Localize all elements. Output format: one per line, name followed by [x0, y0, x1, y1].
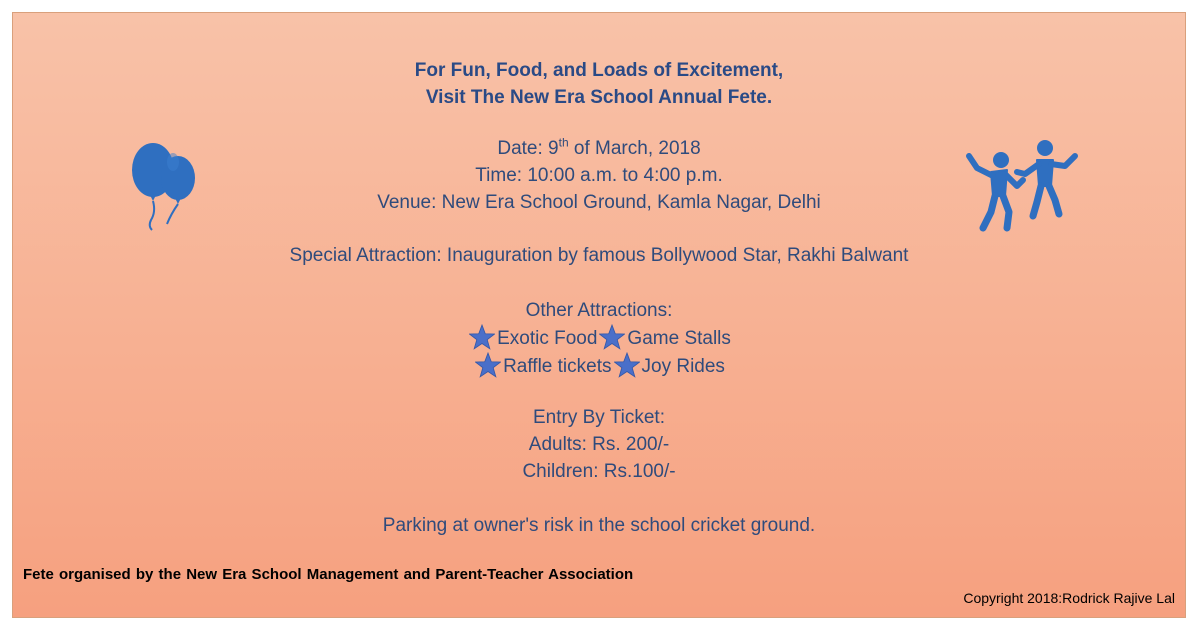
- entry-children: Children: Rs.100/-: [522, 461, 676, 482]
- attraction-item: Exotic Food: [497, 328, 598, 349]
- parking-note: Parking at owner's risk in the school cricket ground.: [382, 515, 816, 536]
- star-icon: [614, 352, 640, 378]
- attractions-row-1: [13, 324, 1185, 352]
- event-date-ordinal: th: [558, 135, 569, 150]
- event-time: Time: 10:00 a.m. to 4:00 p.m.: [475, 165, 723, 186]
- fete-flyer: [12, 12, 1186, 618]
- headline-line-2: Visit The New Era School Annual Fete.: [425, 87, 773, 108]
- entry-adults: Adults: Rs. 200/-: [528, 434, 670, 455]
- headline: [13, 57, 1185, 111]
- event-details: [13, 135, 1185, 216]
- entry-ticket: [13, 404, 1185, 485]
- event-date-prefix: Date: 9: [497, 138, 559, 159]
- event-date: [13, 135, 1185, 162]
- copyright-note: Copyright 2018:Rodrick Rajive Lal: [963, 590, 1175, 606]
- attraction-item: Joy Rides: [641, 356, 725, 377]
- attraction-item: Game Stalls: [627, 328, 731, 349]
- special-attraction: Special Attraction: Inauguration by famous Bollywood Star, Rakhi Balwant: [289, 245, 909, 266]
- event-date-suffix: of March, 2018: [568, 138, 701, 159]
- attractions-row-2: [13, 352, 1185, 380]
- event-venue: Venue: New Era School Ground, Kamla Nagar, Delhi: [377, 192, 821, 213]
- other-attractions: [13, 297, 1185, 380]
- star-icon: [599, 324, 625, 350]
- entry-heading: Entry By Ticket:: [533, 407, 665, 428]
- other-attractions-heading: Other Attractions:: [525, 300, 673, 321]
- organiser-note: Fete organised by the New Era School Management and Parent-Teacher Association: [23, 566, 634, 583]
- star-icon: [475, 352, 501, 378]
- headline-line-1: For Fun, Food, and Loads of Excitement,: [414, 60, 784, 81]
- attraction-item: Raffle tickets: [503, 356, 612, 377]
- star-icon: [469, 324, 495, 350]
